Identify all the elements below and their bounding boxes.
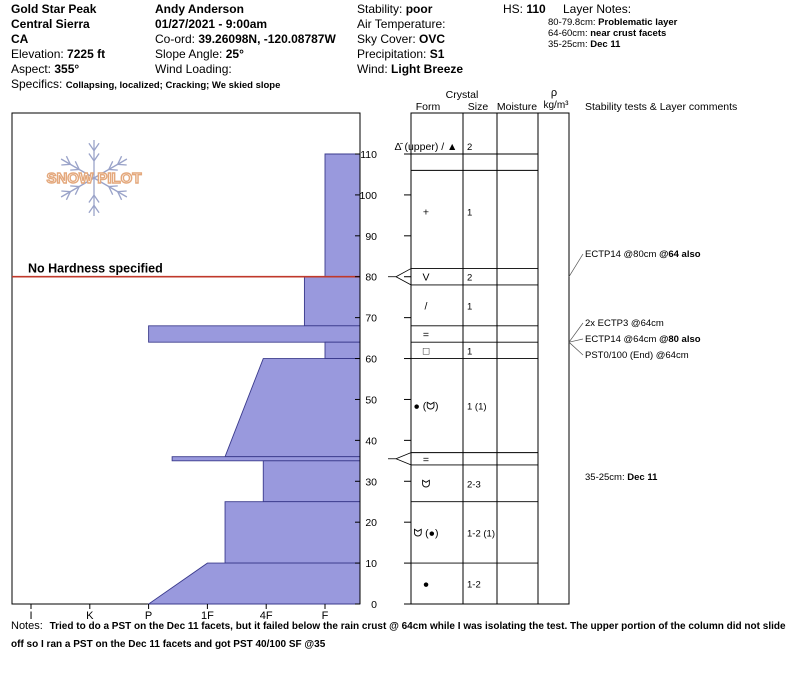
grain-form: Δ̄ (upper) / ▲ (394, 140, 458, 153)
sky-value: OVC (419, 32, 446, 46)
aspect-value: 355° (54, 62, 80, 76)
comment-pointer (569, 254, 583, 277)
hardness-layer (304, 277, 360, 326)
x-tick-label: K (86, 610, 94, 622)
density-header: kg/m³ (543, 100, 569, 111)
hs-label: HS: (503, 2, 524, 16)
y-tick-label: 60 (365, 353, 377, 366)
elevation-value: 7225 ft (67, 47, 106, 61)
layer-notes-label: Layer Notes: (563, 2, 632, 16)
grain-form: ● (ᗢ) (413, 400, 439, 413)
precip-value: S1 (429, 47, 445, 61)
wind-label: Wind: (357, 62, 388, 76)
hardness-layer (325, 342, 360, 358)
snowflake-branch (118, 164, 127, 165)
layer-note: 80-79.8cm: Problematic layer (548, 17, 678, 28)
grain-size: 1 (467, 346, 473, 358)
grain-form: ᗢ (421, 478, 431, 491)
grain-size: 2 (467, 141, 473, 153)
grain-form: + (422, 206, 430, 219)
grain-size: 1-2 (1) (467, 528, 495, 540)
x-tick-label: 1F (200, 610, 214, 622)
specifics-value: Collapsing, localized; Cracking; We skied slope (65, 80, 281, 91)
layer-connector (396, 459, 411, 465)
y-tick-label: 0 (371, 599, 377, 611)
specifics-label: Specifics: (11, 77, 63, 91)
stability-comment: 2x ECTP3 @64cm (585, 318, 664, 329)
stability-comment: ECTP14 @80cm @64 also (585, 249, 701, 260)
grain-size: 1 (467, 301, 473, 313)
observer-name: Andy Anderson (155, 2, 244, 16)
y-tick-label: 30 (365, 476, 377, 489)
stability-comment: PST0/100 (End) @64cm (585, 350, 689, 361)
moisture-header: Moisture (496, 101, 538, 113)
hs-value: 110 (526, 2, 546, 16)
layer-note: 64-60cm: near crust facets (548, 28, 667, 39)
form-header: Form (415, 101, 441, 113)
sky-label: Sky Cover: (357, 32, 416, 46)
coord-label: Co-ord: (155, 32, 196, 46)
y-tick-label: 10 (365, 558, 377, 571)
hardness-layer (325, 154, 360, 277)
precip-label: Precipitation: (357, 47, 427, 61)
y-tick-label: 50 (365, 394, 377, 407)
y-tick-label: 80 (365, 271, 377, 284)
observation-datetime: 01/27/2021 - 9:00am (155, 17, 268, 31)
layer-connector (396, 277, 411, 285)
grain-form: V (422, 271, 430, 284)
y-tick-label: 40 (365, 435, 377, 448)
stability-comment: ECTP14 @64cm @80 also (585, 334, 701, 345)
comments-header: Stability tests & Layer comments (585, 101, 738, 113)
layer-note: 35-25cm: Dec 11 (548, 39, 621, 50)
notes (11, 617, 791, 654)
hardness-layer (225, 502, 360, 563)
x-tick-label: P (144, 610, 153, 622)
elevation-label: Elevation: (11, 47, 64, 61)
y-tick-label: 20 (365, 517, 377, 530)
layer-connector (396, 453, 411, 459)
hardness-layer (172, 457, 360, 461)
y-tick-label: 70 (365, 312, 377, 325)
stability-value: poor (405, 2, 433, 16)
notes-text: Tried to do a PST on the Dec 11 facets, but it failed below the rain crust @ 64cm while I was isolating the test. The upper portion of the column did not slide off so I ran a PST on the Dec 11 facets and got PST 40/100 SF @35 (11, 621, 786, 650)
aspect-label: Aspect: (11, 62, 52, 76)
crystal-header: Crystal (445, 89, 479, 101)
x-tick-label: 4F (259, 610, 273, 622)
snowflake-branch (61, 191, 70, 192)
snowflake-branch (61, 164, 70, 165)
stability-label: Stability: (357, 2, 403, 16)
grain-form: = (422, 329, 430, 342)
location-state: CA (11, 32, 29, 46)
grain-form: / (424, 300, 428, 313)
layer-connector (396, 269, 411, 277)
location-peak: Gold Star Peak (11, 2, 97, 16)
hardness-layer (263, 461, 360, 502)
comment-pointer (569, 342, 583, 355)
wind-value: Light Breeze (391, 62, 464, 76)
grain-size: 2-3 (467, 479, 481, 491)
grain-form: = (422, 453, 430, 466)
stability-comment: 35-25cm: Dec 11 (585, 472, 658, 483)
air-temp-label: Air Temperature: (357, 17, 446, 31)
grain-size: 1 (1) (467, 401, 487, 413)
y-tick-label: 90 (365, 230, 377, 243)
grain-form: ᗢ (●) (413, 527, 439, 540)
location-range: Central Sierra (11, 17, 90, 31)
x-tick-label: I (29, 610, 33, 622)
slope-label: Slope Angle: (155, 47, 223, 61)
grain-form: ● (422, 578, 430, 591)
grain-size: 2 (467, 272, 473, 284)
y-tick-label: 110 (360, 149, 377, 162)
coord-value: 39.26098N, -120.08787W (198, 32, 336, 46)
snowflake-branch (118, 191, 127, 192)
slope-value: 25° (225, 47, 244, 61)
x-tick-label: F (321, 610, 329, 622)
no-hardness-label: No Hardness specified (28, 261, 163, 276)
logo-text: SNOW PILOT (46, 170, 142, 187)
grain-size: 1-2 (467, 579, 481, 591)
y-tick-label: 100 (359, 189, 377, 202)
density-symbol: ρ (550, 87, 558, 99)
notes-label: Notes: (11, 620, 43, 632)
grain-form: □ (422, 345, 430, 358)
hardness-layer (149, 326, 360, 342)
size-header: Size (467, 101, 489, 113)
wind-loading-label: Wind Loading: (155, 62, 232, 76)
grain-size: 1 (467, 207, 473, 219)
